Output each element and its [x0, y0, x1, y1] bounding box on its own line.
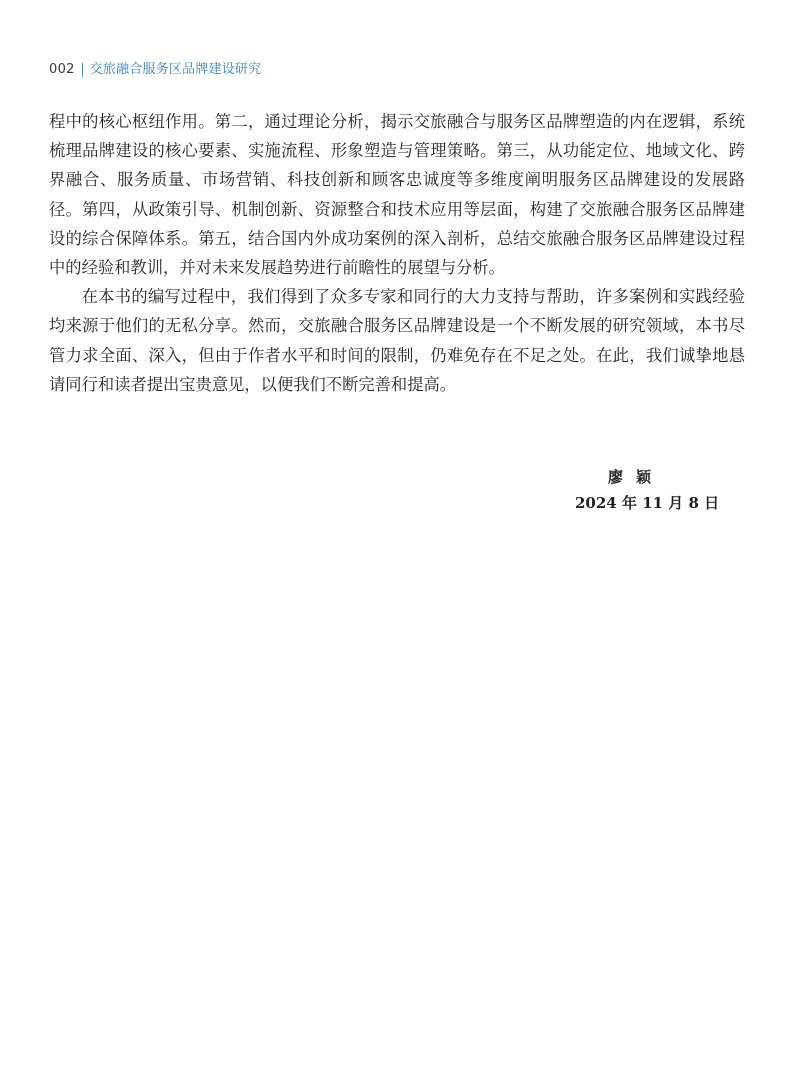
header-divider: [82, 63, 83, 77]
body-text: [49, 107, 745, 399]
signature-date: 2024 年 11 月 8 日: [575, 494, 720, 512]
running-header: [49, 61, 261, 79]
paragraph: 程中的核心枢纽作用。第二，通过理论分析，揭示交旅融合与服务区品牌塑造的内在逻辑，系统梳理品牌建设的核心要素、实施流程、形象塑造与管理策略。第三，从功能定位、地域文化、跨界融合、服务质量、市场营销、科技创新和顾客忠诚度等多维度阐明服务区品牌建设的发展路径。第四，从政策引导、机制创新、资源整合和技术应用等层面，构建了交旅融合服务区品牌建设的综合保障体系。第五，结合国内外成功案例的深入剖析，总结交旅融合服务区品牌建设过程中的经验和教训，并对未来发展趋势进行前瞻性的展望与分析。: [49, 112, 745, 278]
page-number: 002: [49, 62, 75, 77]
author-signature: 廖颖: [608, 468, 665, 486]
paragraph: 在本书的编写过程中，我们得到了众多专家和同行的大力支持与帮助，许多案例和实践经验均来源于他们的无私分享。然而，交旅融合服务区品牌建设是一个不断发展的研究领域，本书尽管力求全面、深入，但由于作者水平和时间的限制，仍难免存在不足之处。在此，我们诚挚地恳请同行和读者提出宝贵意见，以便我们不断完善和提高。: [49, 287, 745, 394]
book-title: 交旅融合服务区品牌建设研究: [89, 62, 262, 77]
